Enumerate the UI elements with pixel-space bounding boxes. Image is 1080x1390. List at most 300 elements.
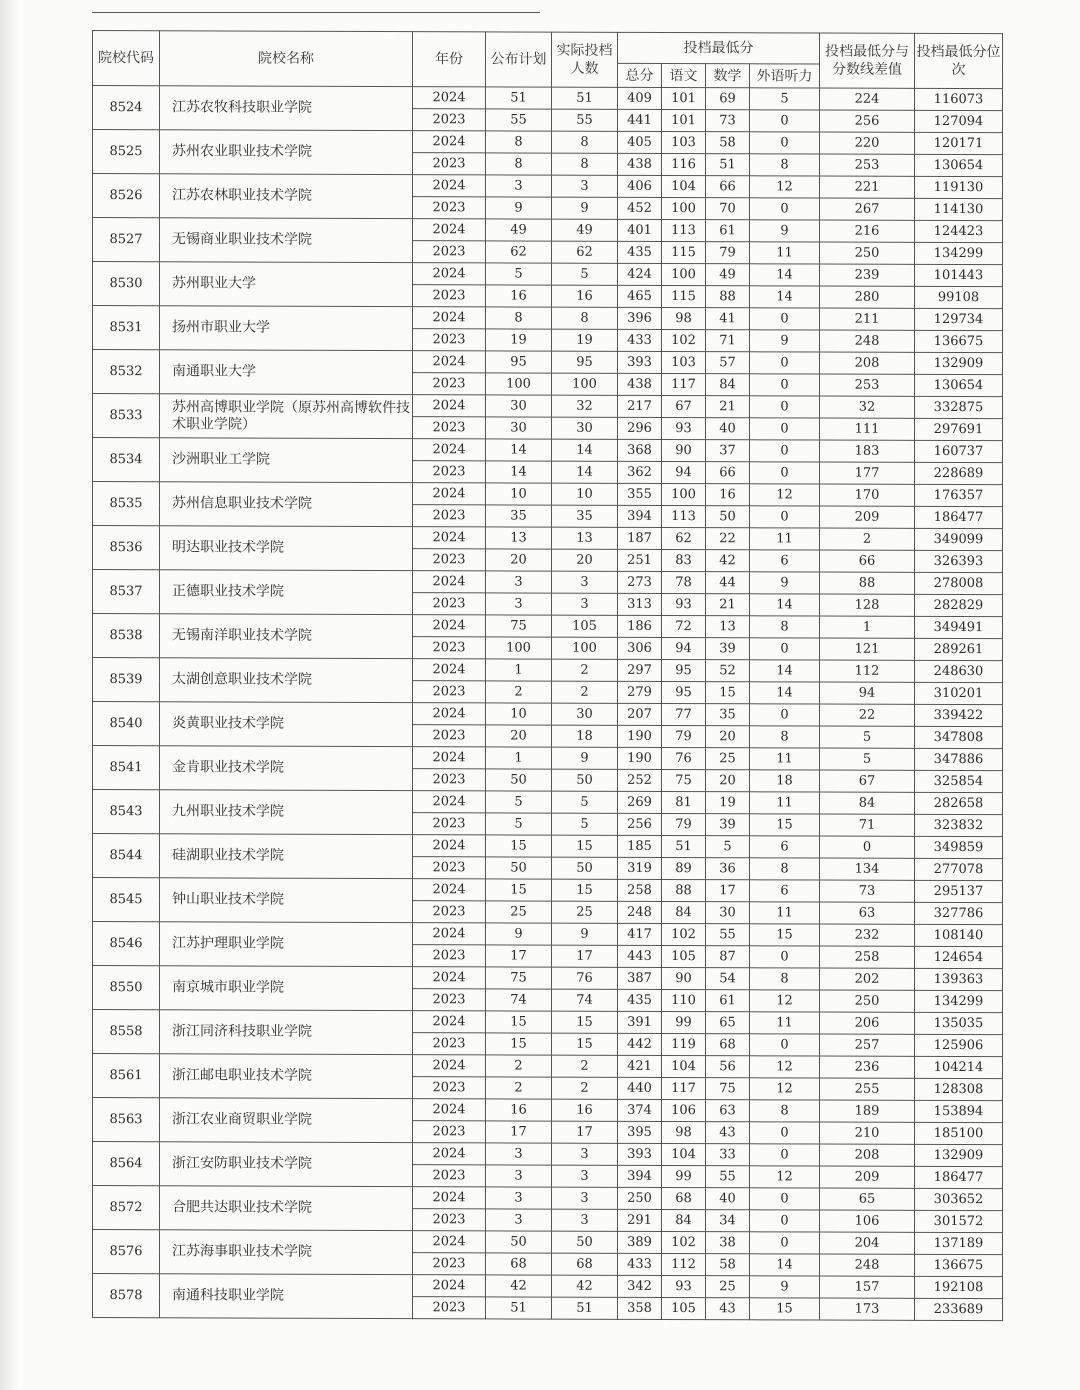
year-cell: 2024 — [413, 659, 486, 681]
table-body — [93, 86, 1003, 1321]
page-edge-shadow — [0, 0, 18, 1390]
plan-cell: 20 — [486, 725, 552, 747]
actual-cell: 51 — [552, 87, 618, 109]
rank-cell: 104214 — [915, 1056, 1003, 1078]
plan-cell: 15 — [486, 1011, 552, 1033]
actual-cell: 3 — [552, 571, 618, 593]
year-cell: 2023 — [413, 813, 486, 835]
chinese-cell: 102 — [662, 1231, 706, 1253]
total-cell: 387 — [618, 967, 662, 989]
rank-cell: 349491 — [915, 616, 1003, 638]
total-cell: 438 — [618, 373, 662, 395]
actual-cell: 18 — [552, 725, 618, 747]
year-cell: 2023 — [413, 241, 486, 263]
rank-cell: 327786 — [915, 902, 1003, 924]
school-code-cell: 8563 — [93, 1098, 160, 1142]
plan-cell: 5 — [486, 791, 552, 813]
diff-cell: 232 — [820, 924, 915, 946]
chinese-cell: 95 — [662, 681, 706, 703]
school-name-cell: 苏州高博职业学院（原苏州高博软件技术职业学院） — [160, 394, 413, 439]
total-cell: 291 — [618, 1209, 662, 1231]
actual-cell: 74 — [552, 989, 618, 1011]
foreign-cell: 0 — [750, 1144, 820, 1166]
school-name-cell: 浙江农业商贸职业学院 — [160, 1098, 413, 1143]
math-cell: 63 — [706, 1100, 750, 1122]
plan-cell: 14 — [486, 461, 552, 483]
chinese-cell: 83 — [662, 549, 706, 571]
year-cell: 2023 — [413, 857, 486, 879]
school-name-cell: 南京城市职业学院 — [160, 966, 413, 1011]
math-cell: 15 — [706, 682, 750, 704]
table-row — [93, 1186, 1003, 1211]
rank-cell: 228689 — [915, 462, 1003, 484]
year-cell: 2023 — [413, 285, 486, 307]
plan-cell: 16 — [486, 285, 552, 307]
diff-cell: 209 — [820, 506, 915, 528]
table-row — [93, 966, 1003, 991]
rank-cell: 289261 — [915, 638, 1003, 660]
total-cell: 395 — [618, 1121, 662, 1143]
school-code-cell: 8531 — [93, 306, 160, 350]
total-cell: 190 — [618, 725, 662, 747]
rank-cell: 153894 — [915, 1100, 1003, 1122]
actual-cell: 62 — [552, 241, 618, 263]
total-cell: 207 — [618, 703, 662, 725]
school-name-cell: 南通职业大学 — [160, 350, 413, 395]
chinese-cell: 95 — [662, 659, 706, 681]
math-cell: 84 — [706, 374, 750, 396]
header-year: 年份 — [413, 32, 486, 87]
plan-cell: 15 — [486, 879, 552, 901]
chinese-cell: 103 — [662, 131, 706, 153]
chinese-cell: 116 — [662, 153, 706, 175]
header-min-score-rank: 投档最低分位次 — [915, 33, 1003, 88]
chinese-cell: 102 — [662, 329, 706, 351]
year-cell: 2023 — [413, 725, 486, 747]
plan-cell: 17 — [486, 945, 552, 967]
math-cell: 22 — [706, 528, 750, 550]
math-cell: 40 — [706, 418, 750, 440]
year-cell: 2023 — [413, 1033, 486, 1055]
total-cell: 319 — [618, 857, 662, 879]
chinese-cell: 75 — [662, 769, 706, 791]
actual-cell: 8 — [552, 307, 618, 329]
diff-cell: 253 — [820, 154, 915, 176]
foreign-cell: 12 — [750, 1056, 820, 1078]
actual-cell: 5 — [552, 813, 618, 835]
foreign-cell: 9 — [750, 1276, 820, 1298]
plan-cell: 9 — [486, 923, 552, 945]
rank-cell: 136675 — [915, 330, 1003, 352]
plan-cell: 51 — [486, 1297, 552, 1319]
math-cell: 39 — [706, 814, 750, 836]
year-cell: 2024 — [413, 703, 486, 725]
math-cell: 42 — [706, 550, 750, 572]
chinese-cell: 88 — [662, 879, 706, 901]
total-cell: 417 — [618, 923, 662, 945]
plan-cell: 8 — [486, 153, 552, 175]
rank-cell: 125906 — [915, 1034, 1003, 1056]
year-cell: 2024 — [413, 527, 486, 549]
total-cell: 396 — [618, 307, 662, 329]
foreign-cell: 0 — [750, 946, 820, 968]
rank-cell: 137189 — [915, 1232, 1003, 1254]
total-cell: 409 — [618, 87, 662, 109]
diff-cell: 94 — [820, 682, 915, 704]
math-cell: 87 — [706, 946, 750, 968]
school-code-cell: 8550 — [93, 966, 160, 1010]
math-cell: 25 — [706, 1276, 750, 1298]
foreign-cell: 11 — [750, 748, 820, 770]
foreign-cell: 6 — [750, 880, 820, 902]
math-cell: 16 — [706, 484, 750, 506]
actual-cell: 30 — [552, 417, 618, 439]
year-cell: 2023 — [413, 681, 486, 703]
rank-cell: 347808 — [915, 726, 1003, 748]
year-cell: 2024 — [413, 1187, 486, 1209]
school-code-cell: 8533 — [93, 394, 160, 438]
diff-cell: 67 — [820, 770, 915, 792]
actual-cell: 9 — [552, 923, 618, 945]
total-cell: 269 — [618, 791, 662, 813]
plan-cell: 2 — [486, 681, 552, 703]
actual-cell: 42 — [552, 1275, 618, 1297]
rank-cell: 134299 — [915, 990, 1003, 1012]
diff-cell: 209 — [820, 1166, 915, 1188]
foreign-cell: 0 — [750, 110, 820, 132]
total-cell: 440 — [618, 1077, 662, 1099]
chinese-cell: 84 — [662, 901, 706, 923]
year-cell: 2023 — [413, 461, 486, 483]
plan-cell: 50 — [486, 857, 552, 879]
rank-cell: 139363 — [915, 968, 1003, 990]
foreign-cell: 0 — [750, 1210, 820, 1232]
total-cell: 355 — [618, 483, 662, 505]
actual-cell: 3 — [552, 1187, 618, 1209]
table-row — [93, 658, 1003, 683]
school-code-cell: 8564 — [93, 1142, 160, 1186]
year-cell: 2023 — [413, 769, 486, 791]
rank-cell: 136675 — [915, 1254, 1003, 1276]
actual-cell: 15 — [552, 1011, 618, 1033]
table-row — [93, 174, 1003, 199]
math-cell: 40 — [706, 1188, 750, 1210]
total-cell: 190 — [618, 747, 662, 769]
plan-cell: 16 — [486, 1099, 552, 1121]
school-code-cell: 8535 — [93, 482, 160, 526]
math-cell: 54 — [706, 968, 750, 990]
plan-cell: 25 — [486, 901, 552, 923]
actual-cell: 2 — [552, 1077, 618, 1099]
school-name-cell: 江苏农牧科技职业学院 — [160, 86, 413, 131]
school-name-cell: 无锡南洋职业技术学院 — [160, 614, 413, 659]
foreign-cell: 14 — [750, 594, 820, 616]
math-cell: 41 — [706, 308, 750, 330]
school-code-cell: 8527 — [93, 218, 160, 262]
total-cell: 358 — [618, 1297, 662, 1319]
foreign-cell: 14 — [750, 682, 820, 704]
table-row — [93, 702, 1003, 727]
year-cell: 2023 — [413, 1297, 486, 1319]
chinese-cell: 98 — [662, 307, 706, 329]
school-code-cell: 8524 — [93, 86, 160, 130]
chinese-cell: 98 — [662, 1121, 706, 1143]
table-row — [93, 438, 1003, 463]
rank-cell: 282658 — [915, 792, 1003, 814]
chinese-cell: 77 — [662, 703, 706, 725]
plan-cell: 74 — [486, 989, 552, 1011]
school-name-cell: 硅湖职业技术学院 — [160, 834, 413, 879]
actual-cell: 25 — [552, 901, 618, 923]
table-row — [93, 306, 1003, 331]
school-code-cell: 8546 — [93, 922, 160, 966]
actual-cell: 105 — [552, 615, 618, 637]
math-cell: 58 — [706, 1254, 750, 1276]
school-name-cell: 江苏护理职业学院 — [160, 922, 413, 967]
total-cell: 368 — [618, 439, 662, 461]
total-cell: 465 — [618, 285, 662, 307]
actual-cell: 32 — [552, 395, 618, 417]
chinese-cell: 117 — [662, 373, 706, 395]
chinese-cell: 112 — [662, 1253, 706, 1275]
chinese-cell: 102 — [662, 923, 706, 945]
foreign-cell: 11 — [750, 242, 820, 264]
table-row — [93, 262, 1003, 287]
rank-cell: 295137 — [915, 880, 1003, 902]
school-name-cell: 苏州信息职业技术学院 — [160, 482, 413, 527]
year-cell: 2023 — [413, 945, 486, 967]
year-cell: 2024 — [413, 1231, 486, 1253]
diff-cell: 134 — [820, 858, 915, 880]
year-cell: 2024 — [413, 1099, 486, 1121]
diff-cell: 32 — [820, 396, 915, 418]
actual-cell: 16 — [552, 1099, 618, 1121]
actual-cell: 95 — [552, 351, 618, 373]
rank-cell: 176357 — [915, 484, 1003, 506]
total-cell: 441 — [618, 109, 662, 131]
actual-cell: 17 — [552, 1121, 618, 1143]
table-row — [93, 922, 1003, 947]
foreign-cell: 6 — [750, 836, 820, 858]
school-code-cell: 8576 — [93, 1230, 160, 1274]
school-code-cell: 8532 — [93, 350, 160, 394]
year-cell: 2023 — [413, 153, 486, 175]
total-cell: 394 — [618, 1165, 662, 1187]
diff-cell: 204 — [820, 1232, 915, 1254]
header-chinese: 语文 — [662, 63, 706, 87]
math-cell: 35 — [706, 704, 750, 726]
table-row — [93, 570, 1003, 595]
school-code-cell: 8558 — [93, 1010, 160, 1054]
chinese-cell: 117 — [662, 1077, 706, 1099]
actual-cell: 14 — [552, 461, 618, 483]
foreign-cell: 0 — [750, 1232, 820, 1254]
year-cell: 2023 — [413, 1121, 486, 1143]
plan-cell: 19 — [486, 329, 552, 351]
chinese-cell: 67 — [662, 395, 706, 417]
math-cell: 57 — [706, 352, 750, 374]
year-cell: 2023 — [413, 109, 486, 131]
plan-cell: 10 — [486, 703, 552, 725]
total-cell: 250 — [618, 1187, 662, 1209]
plan-cell: 5 — [486, 813, 552, 835]
math-cell: 25 — [706, 748, 750, 770]
chinese-cell: 100 — [662, 483, 706, 505]
school-code-cell: 8530 — [93, 262, 160, 306]
year-cell: 2024 — [413, 1011, 486, 1033]
school-name-cell: 无锡商业职业技术学院 — [160, 218, 413, 263]
chinese-cell: 106 — [662, 1099, 706, 1121]
diff-cell: 253 — [820, 374, 915, 396]
diff-cell: 157 — [820, 1276, 915, 1298]
total-cell: 443 — [618, 945, 662, 967]
plan-cell: 2 — [486, 1077, 552, 1099]
actual-cell: 100 — [552, 637, 618, 659]
school-code-cell: 8538 — [93, 614, 160, 658]
total-cell: 391 — [618, 1011, 662, 1033]
math-cell: 51 — [706, 154, 750, 176]
math-cell: 21 — [706, 396, 750, 418]
school-code-cell: 8578 — [93, 1274, 160, 1318]
math-cell: 73 — [706, 110, 750, 132]
chinese-cell: 93 — [662, 417, 706, 439]
plan-cell: 30 — [486, 395, 552, 417]
plan-cell: 35 — [486, 505, 552, 527]
foreign-cell: 11 — [750, 792, 820, 814]
chinese-cell: 81 — [662, 791, 706, 813]
rank-cell: 248630 — [915, 660, 1003, 682]
total-cell: 442 — [618, 1033, 662, 1055]
year-cell: 2023 — [413, 1209, 486, 1231]
actual-cell: 51 — [552, 1297, 618, 1319]
rank-cell: 160737 — [915, 440, 1003, 462]
total-cell: 433 — [618, 1253, 662, 1275]
chinese-cell: 99 — [662, 1011, 706, 1033]
foreign-cell: 8 — [750, 858, 820, 880]
rank-cell: 130654 — [915, 374, 1003, 396]
diff-cell: 1 — [820, 616, 915, 638]
foreign-cell: 0 — [750, 506, 820, 528]
math-cell: 33 — [706, 1144, 750, 1166]
foreign-cell: 5 — [750, 88, 820, 110]
rank-cell: 130654 — [915, 154, 1003, 176]
header-total: 总分 — [618, 63, 662, 87]
rank-cell: 282829 — [915, 594, 1003, 616]
diff-cell: 84 — [820, 792, 915, 814]
total-cell: 424 — [618, 263, 662, 285]
year-cell: 2023 — [413, 593, 486, 615]
total-cell: 438 — [618, 153, 662, 175]
rank-cell: 278008 — [915, 572, 1003, 594]
rank-cell: 120171 — [915, 132, 1003, 154]
plan-cell: 9 — [486, 197, 552, 219]
total-cell: 394 — [618, 505, 662, 527]
actual-cell: 35 — [552, 505, 618, 527]
diff-cell: 248 — [820, 330, 915, 352]
actual-cell: 20 — [552, 549, 618, 571]
diff-cell: 63 — [820, 902, 915, 924]
foreign-cell: 0 — [750, 308, 820, 330]
rank-cell: 323832 — [915, 814, 1003, 836]
math-cell: 52 — [706, 660, 750, 682]
total-cell: 186 — [618, 615, 662, 637]
header-school-name: 院校名称 — [160, 31, 413, 87]
diff-cell: 220 — [820, 132, 915, 154]
plan-cell: 42 — [486, 1275, 552, 1297]
rank-cell: 347886 — [915, 748, 1003, 770]
rank-cell: 339422 — [915, 704, 1003, 726]
math-cell: 38 — [706, 1232, 750, 1254]
math-cell: 65 — [706, 1012, 750, 1034]
table-row — [93, 86, 1003, 111]
actual-cell: 50 — [552, 1231, 618, 1253]
diff-cell: 257 — [820, 1034, 915, 1056]
foreign-cell: 14 — [750, 264, 820, 286]
year-cell: 2023 — [413, 549, 486, 571]
math-cell: 49 — [706, 264, 750, 286]
header-published-plan: 公布计划 — [486, 32, 552, 87]
year-cell: 2023 — [413, 329, 486, 351]
foreign-cell: 8 — [750, 616, 820, 638]
actual-cell: 50 — [552, 769, 618, 791]
plan-cell: 2 — [486, 1055, 552, 1077]
math-cell: 55 — [706, 924, 750, 946]
chinese-cell: 113 — [662, 505, 706, 527]
diff-cell: 236 — [820, 1056, 915, 1078]
chinese-cell: 100 — [662, 263, 706, 285]
foreign-cell: 9 — [750, 330, 820, 352]
plan-cell: 50 — [486, 769, 552, 791]
foreign-cell: 11 — [750, 1012, 820, 1034]
total-cell: 389 — [618, 1231, 662, 1253]
foreign-cell: 0 — [750, 198, 820, 220]
math-cell: 19 — [706, 792, 750, 814]
total-cell: 273 — [618, 571, 662, 593]
chinese-cell: 113 — [662, 219, 706, 241]
actual-cell: 15 — [552, 879, 618, 901]
chinese-cell: 94 — [662, 461, 706, 483]
actual-cell: 100 — [552, 373, 618, 395]
rank-cell: 277078 — [915, 858, 1003, 880]
actual-cell: 68 — [552, 1253, 618, 1275]
chinese-cell: 119 — [662, 1033, 706, 1055]
table-row — [93, 614, 1003, 639]
year-cell: 2024 — [413, 263, 486, 285]
header-foreign-listening: 外语听力 — [750, 64, 820, 88]
school-code-cell: 8543 — [93, 790, 160, 834]
school-code-cell: 8572 — [93, 1186, 160, 1230]
chinese-cell: 103 — [662, 351, 706, 373]
year-cell: 2024 — [413, 615, 486, 637]
year-cell: 2024 — [413, 87, 486, 109]
math-cell: 43 — [706, 1122, 750, 1144]
foreign-cell: 0 — [750, 1188, 820, 1210]
actual-cell: 15 — [552, 835, 618, 857]
diff-cell: 73 — [820, 880, 915, 902]
chinese-cell: 104 — [662, 1055, 706, 1077]
diff-cell: 258 — [820, 946, 915, 968]
table-row — [93, 218, 1003, 243]
foreign-cell: 0 — [750, 132, 820, 154]
actual-cell: 30 — [552, 703, 618, 725]
school-name-cell: 江苏海事职业技术学院 — [160, 1230, 413, 1275]
foreign-cell: 18 — [750, 770, 820, 792]
diff-cell: 206 — [820, 1012, 915, 1034]
diff-cell: 224 — [820, 88, 915, 110]
year-cell: 2023 — [413, 989, 486, 1011]
chinese-cell: 62 — [662, 527, 706, 549]
school-name-cell: 金肯职业技术学院 — [160, 746, 413, 791]
